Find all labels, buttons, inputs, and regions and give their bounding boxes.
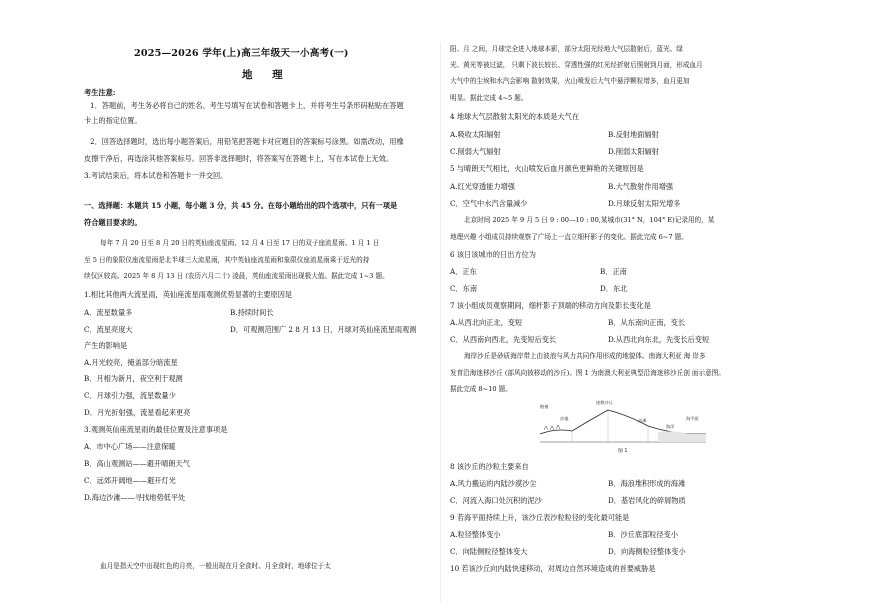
notice-heading: 考生注意:	[84, 88, 116, 97]
q9-option-c: C．向陆侧粒径整体变大	[450, 547, 528, 556]
q10-stem: 10 若该沙丘向内陆快速移动，对周边自然环境造成的首要威胁是	[450, 564, 656, 573]
q8-stem: 8 该沙丘的沙粒主要来自	[450, 462, 529, 471]
q4-option-c: C.削弱大气辐射	[450, 147, 501, 156]
q3-option-d: D.海边沙滩——寻找地势低平处	[84, 493, 186, 502]
q4-option-b: B.反射地面辐射	[608, 130, 659, 139]
column-divider	[440, 42, 441, 602]
q5-option-a: A.红光穿透能力增强	[450, 182, 515, 191]
q7-option-c: C．从西南向西北，先变短后变长	[450, 335, 557, 344]
dune-surface-line	[540, 410, 706, 434]
q9-option-a: A.粒径整体变小	[450, 530, 501, 539]
q5-option-c: C．空气中水汽含量减少	[450, 199, 528, 208]
notice-line-1: 1．答题前，考生务必将自己的姓名、考生号填写在试卷和答题卡上，并将考生号条形码粘贴在答题	[90, 101, 404, 110]
passage4-line-3: 据此完成 8~10 题。	[450, 385, 512, 393]
q2-option-d: D．月光折射强，流星看起来更亮	[84, 408, 191, 417]
dune-hatch-lines	[572, 410, 648, 442]
q3-option-c: C．远郊开阔地——避开灯光	[84, 476, 176, 485]
label-vegetation: 植被	[540, 404, 549, 409]
q6-option-a: A．正东	[450, 267, 477, 276]
q1-stem: 1.相比其他两大流星雨，英仙座流星雨观测优势显著的主要原因是	[84, 290, 293, 299]
subject-title: 地 理	[242, 69, 291, 81]
q5-option-b: B.大气散射作用增强	[608, 182, 674, 191]
passage4-line-1: 海岸沙丘是砂质海岸带上由波浪与风力共同作用形成的地貌体。南海大利亚 海 岸多	[464, 352, 706, 360]
dune-profile-figure	[538, 398, 708, 454]
q5-option-d: D.月球反射太阳光增多	[608, 199, 681, 208]
q3-stem: 3.观测英仙座流星雨的最佳位置及注意事项是	[84, 425, 228, 434]
q6-option-b: B．正南	[600, 267, 627, 276]
q7-option-b: B．从东南向正南，变长	[608, 318, 686, 327]
q7-option-d: D.从西北向东北，先变长后变短	[608, 335, 710, 344]
q7-stem: 7 该小组成员观察期间，细杆影子顶端的移动方向及影长变化是	[450, 301, 651, 310]
q2-stem-cont: 产生的影响是	[84, 341, 128, 350]
section-heading-line-1: 一、选择题：本题共 15 小题，每小题 3 分，共 45 分。在每小题给出的四个选项中，只有一项是	[84, 201, 398, 210]
passage3-line-1: 北京时间 2025 年 9 月 5 日 9 : 00—10 : 00,某城市(31° N，104° E)记录用的，某	[464, 216, 715, 224]
q2-option-a: A.月光较亮，掩盖部分暗流星	[84, 358, 178, 367]
right-passage-line-1: 阳、月 之间，月球完全进入地球本影，部分太阳光经地大气层散射后，蓝光、绿	[450, 45, 683, 53]
q1-option-a: A．流星数量多	[84, 308, 133, 317]
passage3-line-2: 地理兴趣 小组成员持续观察了广场上一直立细杆影子的变化。据此完成 6~7 题。	[450, 233, 688, 241]
q4-option-a: A.吸收太阳辐射	[450, 130, 501, 139]
passage1-line-2: 至 5 日的象限仪座流星雨是北半球三大流星雨，其中英仙座流星雨和象限仪座流星雨乘于近光的持	[84, 256, 370, 264]
right-passage-line-2: 光、黄光等被过滤， 只剩下波长较长、穿透性强的红光经折射后照射到月面，形成血月	[450, 61, 703, 69]
label-ocean: 海洋	[666, 424, 675, 429]
notice-line-5: 3.考试结束后，将本试卷和答题卡一并交回。	[84, 171, 228, 180]
passage4-line-2: 发育沿海迷移沙丘 (部风向彼移动的沙丘)。图 1 为南澳大利亚典型沿海迷移沙丘剖 面示意图。	[450, 369, 725, 377]
q1-option-c: C．流星亮度大	[84, 325, 133, 334]
q8-option-b: B．海浪堆积形成的海滩	[608, 479, 686, 488]
passage1-line-3: 续仅区较高。2025 年 8 月 13 日 (农历六月二十) 凌晨，英仙座流星雨出现极大值。据此完成 1~3 题。	[84, 272, 389, 280]
label-sandland: 沙地	[560, 416, 569, 421]
q9-stem: 9 若海平面持续上升，该沙丘表沙粒粒径的变化最可能是	[450, 513, 630, 522]
q5-stem: 5 与晴朗天气相比，火山喷发后血月颜色更鲜艳的关键原因是	[450, 164, 644, 173]
q8-option-d: D．基岩风化的碎屑物质	[608, 496, 686, 505]
q2-option-b: B．月相为新月，夜空利于观测	[84, 374, 183, 383]
q4-option-d: D.削弱太阳辐射	[608, 147, 659, 156]
q9-option-b: B．沙丘底部粒径变小	[608, 530, 678, 539]
notice-line-3: 2．回答选择题时，选出每小题答案后，用铅笔把答题卡对应题目的答案标号涂黑。如需改动，用橡	[90, 137, 404, 146]
sea-area	[658, 431, 706, 442]
label-beach: 沙滩	[638, 418, 647, 423]
q1-option-b: B.持续时间长	[230, 308, 274, 317]
notice-line-2: 卡上的指定位置。	[84, 116, 142, 125]
q3-option-a: A．市中心广场——注意保暖	[84, 442, 176, 451]
q8-option-a: A.风力搬运的内陆沙漠沙尘	[450, 479, 537, 488]
q2-option-c: C．月球引力强，流星数量少	[84, 391, 176, 400]
passage1-line-1: 每年 7 月 20 日至 8 月 20 日的英仙座流星雨、12 月 4 日至 17 日的双子座流星雨、1 月 1 日	[100, 239, 380, 247]
q6-option-c: C．东南	[450, 284, 478, 293]
q8-option-c: C．河流入海口处沉积的泥沙	[450, 496, 542, 505]
exam-title: 2025—2026 学年(上)高三年级天一小高考(一)	[134, 48, 349, 59]
notice-line-4: 皮擦干净后，再选涂其他答案标号。回答非选择题时，将答案写在答题卡上，写在本试卷上无效。	[84, 154, 394, 163]
label-migrating-dune: 迷移沙丘	[596, 400, 613, 405]
bottom-left-passage: 血月是指天空中出现红色的月亮，一般出现在月全食时。月全食时，地球位于太	[100, 562, 331, 570]
q1-option-d: D．可观测范围广 2 8 月 13 日，月球对英仙座流星雨观测	[230, 325, 417, 334]
right-passage-line-4: 明显。据此完成 4~5 题。	[450, 94, 528, 102]
q6-stem: 6 该日该城市的日出方位为	[450, 250, 536, 259]
label-sea-level: 海平面	[686, 416, 699, 421]
vegetation-icon	[544, 425, 560, 430]
section-heading-line-2: 符合题目要求的。	[84, 218, 142, 227]
q4-stem: 4 地球大气层散射太阳光的本质是大气在	[450, 112, 580, 121]
q9-option-d: D．向海侧粒径整体变小	[608, 547, 686, 556]
q6-option-d: D．东北	[600, 284, 628, 293]
q7-option-a: A.从西北向正北，变短	[450, 318, 523, 327]
right-passage-line-3: 大气中的尘埃和水汽会影响 散射效果，火山喷发后大气中悬浮颗粒增多，血月更加	[450, 77, 690, 85]
figure-caption: 图 1	[618, 449, 628, 454]
q3-option-b: B．高山观测站——避开晴朗天气	[84, 459, 190, 468]
